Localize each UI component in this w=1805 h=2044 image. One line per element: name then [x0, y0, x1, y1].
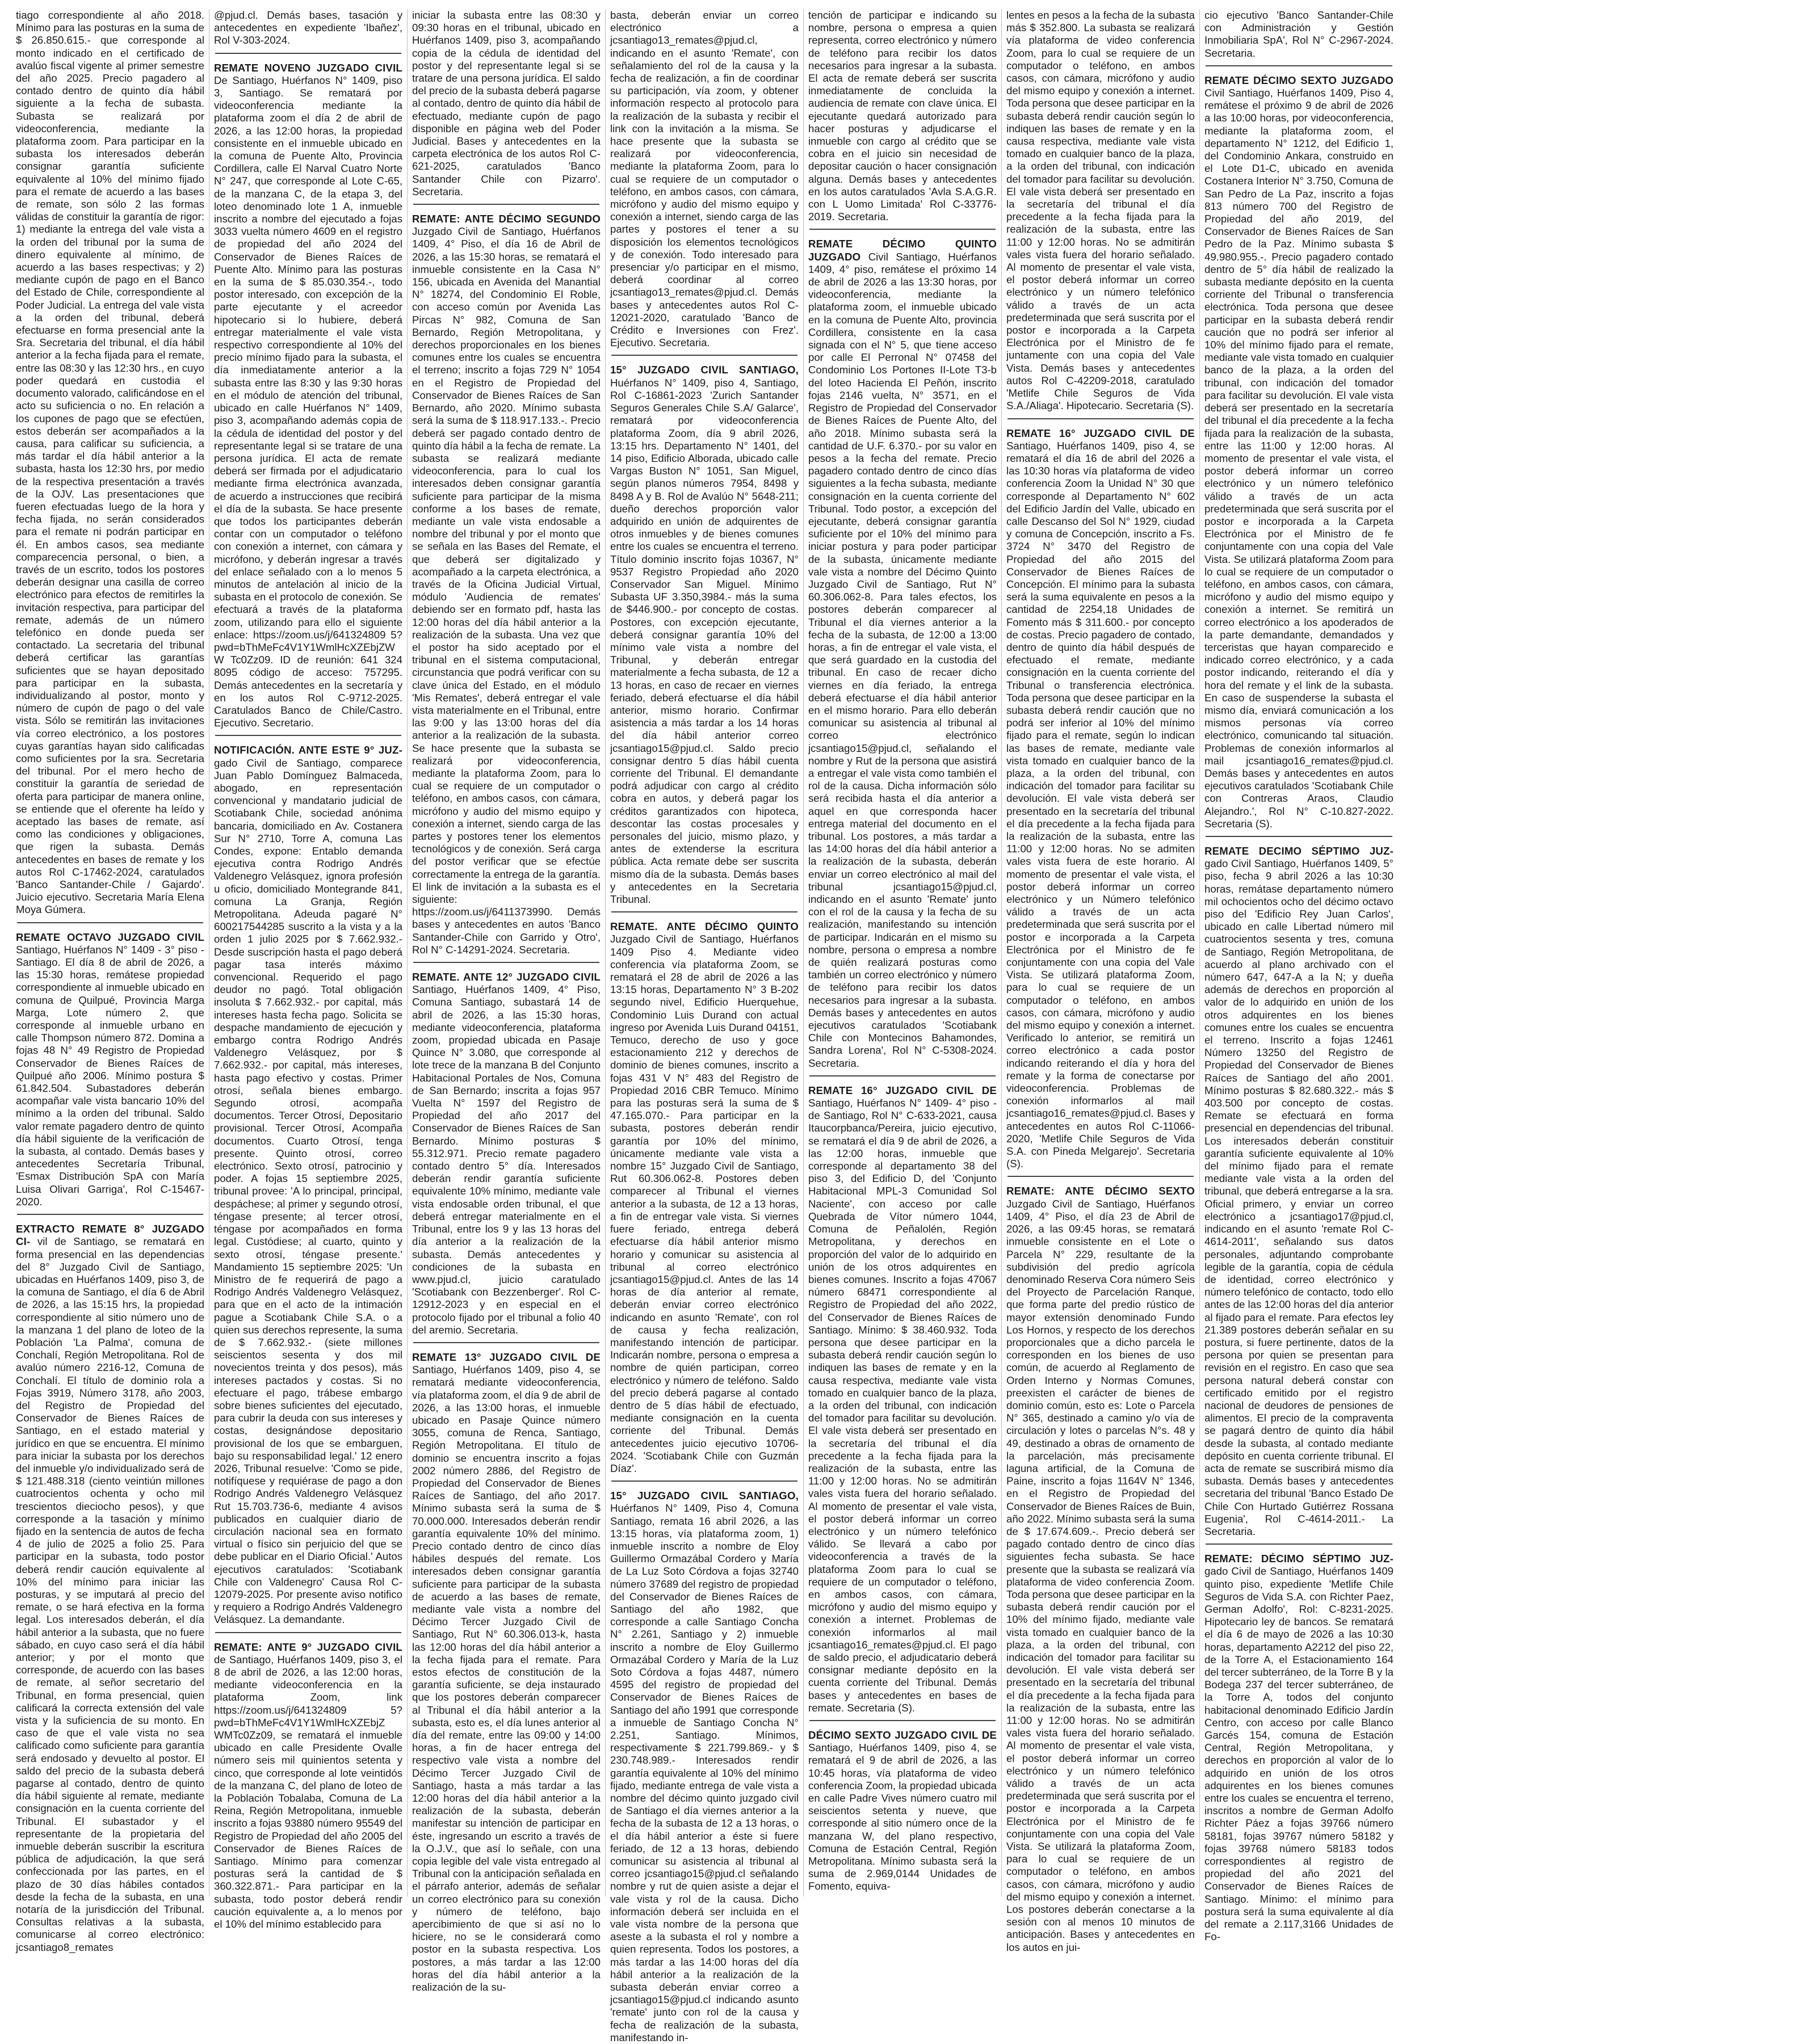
legal-notice	[808, 238, 997, 1069]
notice-divider	[611, 911, 797, 912]
notice-title: EXTRACTO REMATE 8° JUZGADO CI-	[16, 1223, 204, 1248]
notice-body: Santiago, Huérfanos N° 1409- 4° piso - de Santiago, Rol N° C-633-2021, causa Itaucorpbanca/Pereira, juicio ejecutivo, se rematará el día 9 de abril de 2026, a las 12:00 horas, inmueble que corresponde al departamento 38 del piso 3, del Edificio D, del 'Conjunto Habitacional MPL-3 Comunidad Sol Naciente', con acceso por calle Quebrada de Vítor número 1044, Comuna de Peñalolén, Región Metropolitana, y derechos en proporción del valor de lo adquirido en unión de los otros adquirentes en bienes comunes. Inscrito a fojas 47067 número 68471 correspondiente al Registro de Propiedad del año 2022, del Conservador de Bienes Raíces de Santiago. Mínimo: $ 38.460.932. Toda persona que desee participar en la subasta deberá rendir caución según lo indiquen las bases de remate y en la causa respectiva, mediante vale vista tomado en cualquier banco de la plaza, a la orden del tribunal, con indicación del tomador para facilitar su devolución. El vale vista deberá ser presentado en la secretaría del tribunal el día precedente a la fecha fijada para la realización de la subasta, entre las 11:00 y 12:00 horas. No se admitirán vales vista fuera del horario señalado. Al momento de presentar el vale vista, el postor deberá informar un correo electrónico y un número telefónico válido. Se llevará a cabo por videoconferencia a través de la plataforma Zoom para lo cual se requiere de un computador o teléfono, en ambos casos, con cámara, micrófono y audio del mismo equipo y conexión a internet. Problemas de conexión informarlos al mail jcsantiago16_remates@pjud.cl. El pago de saldo precio, el adjudicatario deberá consignar mediante depósito en la cuenta corriente del Tribunal. Demás bases y antecedentes en bases de remate. Secretaria (S).	[808, 1097, 997, 1714]
notice-divider	[1008, 1176, 1194, 1177]
legal-notice	[1204, 9, 1393, 60]
legal-notice	[808, 1084, 997, 1714]
notice-body: Huérfanos N° 1409, Piso 4, Comuna Santiago, remata 16 abril 2026, a las 13:15 horas, vía plataforma zoom, 1) inmueble inscrito a nombre de Eloy Guillermo Ormazábal Cordero y María de La Luz Soto Córdova a fojas 32740 número 37689 del registro de propiedad del Conservador de Bienes Raíces de Santiago del año 1982, que corresponde a calle Santiago Concha N° 2.261, Santiago y 2) inmueble inscrito a nombre de Eloy Guillermo Ormazábal Cordero y María de la Luz Soto Córdova a fojas 4487, número 4595 del registro de propiedad del Conservador de Bienes Raíces de Santiago del año 1991 que corresponde a inmueble de Santiago Concha N° 2.251, Santiago. Mínimos, respectivamente $ 221.799.869.- y $ 230.748.989.- Interesados rendir garantía equivalente al 10% del mínimo fijado, mediante entrega de vale vista a nombre del décimo quinto juzgado civil de Santiago el día viernes anterior a la fecha de la subasta de 12 a 13 horas, o el día hábil anterior a éste si fuere feriado, de 12 a 13 horas, debiendo comunicar su asistencia al tribunal al correo jcsantiago15@pjud.cl señalando nombre y rut de quien asiste a dejar el vale vista y rol de la causa. Dicho información deberá ser incluida en el vale vista nombre de la persona que aseste a la subasta el rol y nombre a quien representa. Todos los postores, a más tardar a las 14:00 horas del día hábil anterior a la realización de la subasta deberán enviar correo a jcsantiago15@pjud.cl indicando asunto 'remate' junto con rol de la causa y fecha de realización de la subasta, manifestando in-	[610, 1502, 799, 2043]
notice-title: REMATE: DÉCIMO SÉPTIMO JUZ-	[1204, 1553, 1393, 1565]
notice-body: Santiago, Huérfanos 1409, piso 4, se rematará mediante videoconferencia, vía plataforma zoom, el día 9 de abril de 2026, a las 13:00 horas, el inmueble ubicado en Pasaje Quince número 3055, comuna de Renca, Santiago, Región Metropolitana. El título de dominio se encuentra inscrito a fojas 2002 número 2886, del Registro de Propiedad del Conservador de Bienes Raíces de Santiago, del año 2017. Mínimo subasta será la suma de $ 70.000.000. Interesados deberán rendir garantía equivalente 10% del mínimo. Precio contado dentro de cinco días hábiles después del remate. Los interesados deben consignar garantía suficiente para participar de la subasta de acuerdo a las bases de remate, mediante vale vista a nombre del Décimo Tercer Juzgado Civil de Santiago, Rut N° 60.306.013-k, hasta las 12:00 horas del día hábil anterior a la fecha fijada para el remate. Para estos efectos de constitución de la garantía suficiente, se deja instaurado que los postores deberán comparecer al Tribunal el día hábil anterior a la subasta, esto es, el día lunes anterior al día del remate, entre las 09:00 y 14:00 horas, a fin de hacer entrega del respectivo vale vista a nombre del Décimo Tercer Juzgado Civil de Santiago, hasta a más tardar a las 12:00 horas del día hábil anterior a la realización de la subasta, deberán manifestar su intención de participar en éste, ingresando un escrito a través de la O.J.V., que así lo señale, con una copia legible del vale vista entregado al Tribunal con la anticipación señalada en el párrafo anterior, además de señalar un correo electrónico para su conexión y número de teléfono, bajo apercibimiento de que si así no lo hiciere, no se le considerará como postor en la subasta respectiva. Los postores, a más tardar a las 12:00 horas del día hábil anterior a la realización de la su-	[412, 1364, 601, 1993]
legal-notice	[214, 9, 402, 47]
legal-notice	[214, 744, 402, 1626]
legal-notice	[16, 931, 204, 1208]
legal-notice	[610, 9, 799, 349]
notice-divider	[809, 1075, 996, 1076]
notice-body: Civil Santiago, Huérfanos 1409, 4° piso, remátese el próximo 14 de abril de 2026 a las 13:30 horas, por videoconferencia, mediante la plataforma zoom, el inmueble ubicado en la comuna de Puente Alto, provincia Cordillera, consistente en la casa signada con el N° 5, que tiene acceso por calle El Perronal N° 07458 del Condominio Los Portones II-Lote T3-b del loteo Hacienda El Peñón, inscrito fojas 2146 vuelta, N° 3571, en el Registro de Propiedad del Conservador de Bienes Raíces de Puente Alto, del año 2018. Mínimo subasta será la cantidad de U.F. 6.370.- por su valor en pesos a la fecha del remate. Precio pagadero contado dentro de cinco días siguientes a la fecha subasta, mediante consignación en la cuenta corriente del Tribunal. Todo postor, a excepción del ejecutante, deberá consignar garantía suficiente por el 10% del mínimo para iniciar postura y para poder participar de la subasta, únicamente mediante vale vista a nombre del Décimo Quinto Juzgado Civil de Santiago, Rut N° 60.306.062-8. Para tales efectos, los postores deberán comparecer al Tribunal el día viernes anterior a la fecha de la subasta, de 12:00 a 13:00 horas, a fin de entregar el vale vista, el que será guardado en la custodia del tribunal. En caso de recaer dicho viernes en día feriado, la entrega deberá efectuarse el día hábil anterior en el mismo horario. Para ello deberán comunicar su asistencia al tribunal al correo electrónico jcsantiago15@pjud.cl, señalando el nombre y Rut de la persona que asistirá a entregar el vale vista como también el rol de la causa. Dicha información sólo será recibida hasta el día anterior a aquel en que corresponda hacer entrega material del documento en el tribunal. Los postores, a más tardar a las 14:00 horas del día hábil anterior a la realización de la subasta, deberán enviar un correo electrónico al mail del tribunal jcsantiago15@pjud.cl, indicando en el asunto 'Remate' junto con el rol de la causa y la fecha de su realización, manifestando su intención de participar. Indicarán en el mismo su nombre, persona o empresa a nombre de quién realizará posturas como también un correo electrónico y número de teléfono para recibir los datos necesarios para ingresar a la subasta. Demás bases y antecedentes en autos ejecutivos caratulados 'Scotiabank Chile con Montecinos Bahamondes, Sandra Lorena', Rol N° C-5308-2024. Secretaria.	[808, 250, 997, 1069]
notice-title: REMATE 13° JUZGADO CIVIL DE	[412, 1351, 601, 1363]
notice-title: REMATE 16° JUZGADO CIVIL DE	[808, 1084, 997, 1096]
notice-body: de Santiago, Huérfanos 1409, piso 3, el 8 de abril de 2026, a las 12:00 horas, mediante videoconferencia en la plataforma Zoom, link https://zoom.us/j/641324809 5?pwd=bThMeFc4V1Y1WmlHcXZEbjZ WMTc0Zz09, se rematará el inmueble ubicado en calle Presidente Ovalle número seis mil quinientos setenta y cinco, que corresponde al lote veintidós de la manzana C, del plano de loteo de la Población Tobalaba, Comuna de La Reina, Región Metropolitana, inmueble inscrito a fojas 93880 número 95549 del Registro de Propiedad del año 2005 del Conservador de Bienes Raíces de Santiago. Mínimo para comenzar posturas será la cantidad de $ 360.322.871.- Para participar en la subasta, todo postor deberá rendir caución equivalente a, a lo menos por el 10% del mínimo establecido para	[214, 1653, 402, 1931]
notice-title: REMATE: ANTE 9° JUZGADO CIVIL	[214, 1641, 402, 1653]
legal-notice	[1204, 1553, 1393, 1943]
notice-title: REMATE DECIMO SÉPTIMO JUZ-	[1204, 845, 1393, 857]
notice-divider	[809, 1720, 996, 1721]
notice-divider	[413, 204, 599, 205]
notice-body: Juzgado Civil de Santiago, Huérfanos 1409, 4° Piso, el día 16 de Abril de 2026, a las 15:30 horas, se rematará el inmueble consistente en la Casa N° 156, ubicada en Avenida del Manantial N° 18274, del Condominio El Roble, con acceso común por Avenida Las Pircas N° 982, Comuna de San Bernardo, Región Metropolitana, y derechos proporcionales en los bienes comunes entre los cuales se encuentra el terreno; inscrito a fojas 729 N° 1054 en el Registro de Propiedad del Conservador de Bienes Raíces de San Bernardo, año 2020. Mínimo subasta será la suma de $ 118.917.133.-. Precio deberá ser pagado contado dentro de quinto día hábil a la fecha de remate. La subasta se realizará mediante videoconferencia, para lo cual los interesados deben consignar garantía suficiente para participar de la misma conforme a los bases de remate, mediante un vale vista endosable a nombre del tribunal y por el monto que se señala en las Bases del Remate, el que deberá ser digitalizado y acompañado a la carpeta electrónica, a través de la Oficina Judicial Virtual, módulo 'Audiencia de remates' debiendo ser en formato pdf, hasta las 12:00 horas del día hábil anterior a la realización de la subasta. Una vez que el postor ha sido aceptado por el tribunal en el sistema computacional, circunstancia que podrá verificar con su clave única del Estado, en el módulo 'Mis Remates', deberá entregar el vale vista materialmente en el Tribunal, entre las 9:00 y las 13:00 horas del día anterior a la realización de la subasta. Se hace presente que la subasta se realizará por videoconferencia, mediante la plataforma Zoom, para lo cual se requiere de un computador o teléfono, en ambos casos, con cámara, micrófono y audio del mismo equipo y conexión a internet, siendo carga de las partes y postores tener los elementos tecnológicos y de conexión. Será carga del postor verificar que se efectúe correctamente la entrega de la garantía. El link de invitación a la subasta es el siguiente: https://zoom.us/j/6411373990. Demás bases y antecedentes en autos 'Banco Santander-Chile con Garrido y Otro', Rol N° C-14291-2024. Secretaria.	[412, 225, 601, 956]
notice-title: DÉCIMO SEXTO JUZGADO CIVIL DE	[808, 1729, 997, 1742]
notice-body: Santiago, Huérfanos N° 1409 - 3° piso - Santiago. El día 8 de abril de 2026, a las 15:30 horas, remátese propiedad correspondiente al inmueble ubicado en comuna de Quilpué, Provincia Marga Marga, Lote número 2, que corresponde al inmueble urbano en calle Thompson número 872. Domina a fojas 48 N° 49 Registro de Propiedad Conservador de Bienes Raíces de Quilpué año 2006. Mínimo postura $ 61.842.504. Subastadores deberán acompañar vale vista bancario 10% del mínimo a la orden del tribunal. Saldo valor remate pagadero dentro de quinto día hábil siguiente de la verificación de la subasta, al contado. Demás bases y antecedentes Secretaría Tribunal, 'Esmax Distribución SpA con María Luisa Olivari Garriga', Rol C-15467-2020.	[16, 943, 204, 1208]
notice-title: REMATE: ANTE DÉCIMO SEXTO	[1006, 1185, 1195, 1197]
legal-notice	[412, 1351, 601, 1993]
notice-divider	[809, 229, 996, 230]
notice-body: Santiago, Huérfanos 1409, piso 4, se rematará el día 16 de abril del 2026 a las 10:30 horas vía plataforma de video conferencia Zoom la Unidad N° 30 que corresponde al Departamento N° 602 del Edificio Jardín del Valle, ubicado en calle Descanso del Sol N° 1929, ciudad y comuna de Concepción, inscrito a Fs. 3724 N° 3470 del Registro de Propiedad del año 2015 del Conservador de Bienes Raíces de Concepción. El mínimo para la subasta será la suma equivalente en pesos a la cantidad de 2254,18 Unidades de Fomento más $ 311.600.- por concepto de costas. Precio pagadero de contado, dentro de quinto día hábil después de efectuado el remate, mediante consignación en la cuenta corriente del Tribunal o transferencia electrónica. Toda persona que desee participar en la subasta deberá rendir caución que no podrá ser inferior al 10% del mínimo fijado para el remate, según lo indican las bases de remate, mediante vale vista tomado en cualquier banco de la plaza, a la orden del tribunal, con indicación del tomador para facilitar su devolución. El vale vista deberá ser presentado en la secretaría del tribunal el día precedente a la fecha fijada para la realización de la subasta, entre las 11:00 y 12:00 horas. No se admiten vales vista fuera de este horario. Al momento de presentar el vale vista, el postor deberá informar un correo electrónico y un Número telefónico válido a través de un acta predeterminada que será suscrita por el postor e incorporada a la Carpeta Electrónica por el Ministro de fe conjuntamente con una copia del Vale Vista. Se utilizará plataforma Zoom, para lo cual se requiere de un computador o teléfono, en ambos casos, con cámara, micrófono y audio del mismo equipo y conexión a internet. Verificado lo anterior, se remitirá un correo electrónico a cada postor indicando reiterando el día y hora del remate y la forma de conectarse por videoconferencia. Problemas de conexión informarlos al mail jcsantiago16_remates@pjud.cl. Bases y antecedentes en autos Rol C-11066-2020, 'Metlife Chile Seguros de Vida S.A. con Pineda Melgarejo'. Secretaria (S).	[1006, 439, 1195, 1170]
notice-title: REMATE 16° JUZGADO CIVIL DE	[1006, 427, 1195, 439]
notice-body: tiago correspondiente al año 2018. Mínimo para las posturas en la suma de $ 26.850.615.- que corresponde al monto indicado en el certificado de avalúo fiscal vigente al primer semestre del año 2025. Precio pagadero al contado dentro de quinto día hábil siguiente a la fecha de subasta. Subasta se realizará por videoconferencia, mediante la plataforma zoom. Para participar en la subasta los interesados deberán consignar garantía suficiente equivalente al 10% del mínimo fijado para el remate de acuerdo a las bases de remate, son sólo 2 las formas válidas de constituir la garantía de rigor: 1) mediante la entrega del vale vista a la orden del tribunal por la suma de dinero equivalente al mínimo, de acuerdo a las bases respectivas; y 2) mediante cupón de pago en el Banco del Estado de Chile, correspondiente al Poder Judicial. La entrega del vale vista a la orden del tribunal, deberá efectuarse en forma presencial ante la Sra. Secretaria del tribunal, el día hábil anterior a la fecha fijada para el remate, entre las 08:30 y las 12:30 hrs., en cuyo poder quedará en custodia el documento valorado, calificándose en el acto su suficiencia o no. En relación a los cupones de pago que se efectúen, estos deberán ser acompañados a la causa, para calificar su suficiencia, a más tardar el día hábil anterior a la subasta, hasta los 12:30 hrs, por medio de la respectiva presentación a través de la OJV. Las presentaciones que fueren efectuadas luego de la hora y fecha fijada, no serán considerados para el remate ni podrán participar en él. En ambos casos, sea mediante comparecencia personal, o bien, a través de un escrito, todos los postores deberán designar una casilla de correo electrónico para efectos de remitirles la invitación respectiva, para participar del remate, además de un número telefónico en donde pueda ser contactado. La secretaria del tribunal deberá certificar las garantías suficientes que se hayan depositado para participar en la subasta, individualizando al postor, monto y número de cupón de pago o del vale vista. Sólo se remitirán las invitaciones vía correo electrónico, a los postores cuyas garantías hayan sido calificadas como suficientes por la sra. Secretaria del tribunal. Por el mero hecho de constituir la garantía de seriedad de oferta para participar de manera online, se entiende que el oferente ha leído y aceptado las bases de remate, así como las condiciones y obligaciones, que rigen la subasta. Demás antecedentes en bases de remate y los autos Rol C-17462-2024, caratulados 'Banco Santander-Chile / Gajardo'. Juicio ejecutivo. Secretaria María Elena Moya Gúmera.	[16, 9, 204, 916]
column-7	[1200, 9, 1398, 1943]
legal-notice	[1204, 74, 1393, 830]
notice-body: vil de Santiago, se rematará en forma presencial en las dependencias del 8° Juzgado Civil de Santiago, ubicadas en Huérfanos 1409, piso 3, de la comuna de Santiago, el día 6 de Abril de 2026, a las 15:15 hrs, la propiedad correspondiente al sitio número uno de la manzana 1 del plano de loteo de la Población 'La Palma', comuna de Conchalí, Región Metropolitana. Rol de avalúo número 2216-12, Comuna de Conchalí. El título de dominio rola a Fojas 3919, Número 3178, año 2003, del Registro de Propiedad del Conservador de Bienes Raíces de Santiago, en el estado material y jurídico en que se encuentra. El mínimo para iniciar la subasta por los derechos del inmueble y/o individualizado será de $ 121.488.318 (ciento veintiún millones cuatrocientos ochenta y ocho mil trescientos dieciocho pesos), y que corresponde a la tasación y mínimo fijado en la sentencia de autos de fecha 4 de julio de 2025 a folio 25. Para participar en la subasta, todo postor deberá rendir caución equivalente al 10% del mínimo para iniciar las posturas, y se imputará al precio del remate, o se hará efectiva en la forma legal. Los interesados deberán, el día hábil anterior a la subasta, que no fuere sábado, en cuyo caso será el día hábil anterior; y por el monto que corresponde, de acuerdo con las bases de remate, al señor secretario del Tribunal, en forma presencial, quien calificará la correcta extensión del vale vista y la suficiencia de su monto. En caso de que el vale vista no sea calificado como suficiente para garantía será endosado y devuelto al postor. El saldo del precio de la subasta deberá pagarse al contado, dentro de quinto día hábil siguiente al remate, mediante consignación en la cuenta corriente del Tribunal. El subastador y el representante de la propietaria del inmueble deberán suscribir la escritura pública de adjudicación, la que será confeccionada por las partes, en el plazo de 30 días hábiles contados desde la fecha de la subasta, en una notaría de la jurisdicción del Tribunal. Consultas relativas a la subasta, comunicarse al correo electrónico: jcsantiago8_remates	[16, 1235, 204, 1953]
notice-body: Huérfanos N° 1409, piso 4, Santiago, Rol C-16861-2023 'Zurich Santander Seguros Generales Chile S.A/ Galarce', rematará por videoconferencia plataforma Zoom, día 9 abril 2026, 13:15 hrs. Departamento N° 1401, del 14 piso, Edificio Alborada, ubicado calle Vargas Buston N° 1051, San Miguel, según planos números 7954, 8498 y 8498 A y B. Rol de Avalúo N° 5648-211; dueño derechos proporción valor adquirido en unión de adquirentes de otros inmuebles y de bienes comunes entre los cuales se encuentra el terreno. Título dominio inscrito fojas 10367, N° 9537 Registro Propiedad año 2020 Conservador San Miguel. Mínimo Subasta UF 3.350,3984.- más la suma de $446.900.- por concepto de costas. Postores, con excepción ejecutante, deberá consignar garantía 10% del mínimo vale vista a nombre del Tribunal, y deberán entregar materialmente a fecha subasta, de 12 a 13 horas, en caso de recaer en viernes feriado, deberá efectuarse el día hábil anterior, mismo horario. Confirmar asistencia a más tardar a los 14 horas del día hábil anterior correo jcsantiago15@pjud.cl. Saldo precio consignar dentro 5 días hábil cuenta corriente del Tribunal. El demandante podrá adjudicar con cargo al crédito cobra en autos, y deberá pagar los créditos garantizados con hipoteca, descontar las costas procesales y personales del juicio, mismo plazo, y antes de extenderse la escritura pública. Acta remate debe ser suscrita mismo día de la subasta. Demás bases y antecedentes en la Secretaria Tribunal.	[610, 376, 799, 906]
notice-body: iniciar la subasta entre las 08:30 y 09:30 horas en el tribunal, ubicado en Huérfanos 1409, piso 3, acompañando copia de la cédula de identidad del postor y del representante legal si se tratare de una persona jurídica. El saldo del precio de la subasta deberá pagarse al contado, dentro de quinto día hábil de efectuado, mediante cupón de pago disponible en página web del Poder Judicial. Bases y antecedentes en la carpeta electrónica de los autos Rol C-621-2025, caratulados 'Banco Santander Chile con Pizarro'. Secretaria.	[412, 9, 601, 197]
column-5	[804, 9, 1002, 1896]
notice-divider	[611, 1481, 797, 1482]
notice-title: REMATE. ANTE DÉCIMO QUINTO	[610, 920, 799, 933]
notice-divider	[413, 1342, 599, 1343]
notice-body: De Santiago, Huérfanos N° 1409, piso 3, Santiago. Se rematará por videoconferencia mediante la plataforma zoom el día 2 de abril de 2026, a las 12:00 horas, la propiedad consistente en el inmueble ubicado en la comuna de Puente Alto, Provincia Cordillera, calle El Narval Cuatro Norte N° 247, que corresponde al Lote C-65, de la manzana C, de la etapa 3, del loteo denominado lote 1 A, inmueble inscrito a nombre del ejecutado a fojas 3033 vuelta número 4609 en el registro de propiedad del año 2024 del Conservador de Bienes Raíces de Puente Alto. Mínimo para las posturas en la suma de $ 85.030.354.-, todo postor interesado, con excepción de la parte ejecutante y el acreedor hipotecario si lo hubiere, deberá entregar materialmente el vale vista respectivo correspondiente al 10% del precio mínimo fijado para la subasta, el día inmediatamente anterior a la subasta entre las 8:30 y las 9:30 horas en el módulo de atención del tribunal, ubicado en calle Huérfanos N° 1409, piso 3, acompañando además copia de la cédula de identidad del postor y del representante legal si se tratare de una persona jurídica. El acta de remate deberá ser firmada por el adjudicatario mediante firma electrónica avanzada, de acuerdo a instrucciones que recibirá el día de la subasta. Se hace presente que todos los participantes deberán contar con un computador o teléfono con conexión a internet, con cámara y micrófono, y deberán ingresar a través del enlace señalado con a lo menos 5 minutos de antelación al inicio de la subasta en el protocolo de conexión. Se efectuará a través de la plataforma zoom, utilizando para ello el siguiente enlace: https://zoom.us/j/641324809 5?pwd=bThMeFc4V1Y1WmlHcXZEbjZWW Tc0Zz09. ID de reunión: 641 324 8095 código de acceso: 757295. Demás antecedentes en la secretaría y en los autos Rol C-9712-2025. Caratulados Banco de Chile/Castro. Ejecutivo. Secretario.	[214, 74, 402, 729]
notice-title: NOTIFICACIÓN. ANTE ESTE 9° JUZ-	[214, 744, 402, 756]
notice-body: lentes en pesos a la fecha de la subasta más $ 352.800. La subasta se realizará vía plataforma de video conferencia Zoom, para lo cual se requiere de un computador o teléfono, en ambos casos, con cámara, micrófono y audio del mismo equipo y conexión a internet. Toda persona que desee participar en la subasta deberá rendir caución según lo indiquen las bases de remate y en la causa respectiva, mediante vale vista tomado en cualquier banco de la plaza, a la orden del tribunal, con indicación del tomador para facilitar su devolución. El vale vista deberá ser presentado en la secretaría del tribunal el día precedente a la fecha fijada para la realización de la subasta, entre las 11:00 y 12:00 horas. No se admitirán vales vista fuera del horario señalado. Al momento de presentar el vale vista, el postor deberá informar un correo electrónico y un número telefónico válido a través de un acta predeterminada que será suscrita por el postor e incorporada a la Carpeta Electrónica por el Ministro de fe juntamente con una copia del Vale Vista. Demás bases y antecedentes autos Rol C-42209-2018, caratulado 'Metlife Chile Seguros de Vida S.A./Aliaga'. Hipotecario. Secretaria (S).	[1006, 9, 1195, 412]
notice-body: Juzgado Civil de Santiago, Huérfanos 1409 Piso 4. Mediante video conferencia vía plataforma Zoom, se rematará el 28 de abril de 2026 a las 13:15 horas, Departamento N° 3 B-202 segundo nivel, Edificio Huerquehue, Condominio Luis Durand con actual ingreso por Avenida Luis Durand 04151, Temuco, derecho de uso y goce estacionamiento 212 y derechos de dominio de bienes comunes, inscrito a fojas 431 V N° 483 del Registro de Propiedad 2016 CBR Temuco. Mínimo para las posturas será la suma de $ 47.165.070.- Para participar en la subasta, postores deberán rendir garantía por 10% del mínimo, únicamente mediante vale vista a nombre 15° Juzgado Civil de Santiago, Rut 60.306.062-8. Postores deben comparecer al Tribunal el viernes anterior a la subasta, de 12 a 13 horas, a fin de entregar vale vista. Si viernes fuere feriado, entrega deberá efectuarse día hábil anterior mismo horario y comunicar su asistencia al tribunal al correo electrónico jcsantiago15@pjud.cl. Antes de las 14 horas de día anterior al remate, deberán enviar correo electrónico indicando en asunto 'Remate', con rol de causa y fecha realización, manifestando intención de participar. Indicarán nombre, persona o empresa a nombre de quién participan, correo electrónico y número de teléfono. Saldo del precio deberá pagarse al contado dentro de 5 días hábil de efectuado, mediante consignación en la cuenta corriente del Tribunal. Demás antecedentes juicio ejecutivo 10706-2024. 'Scotiabank Chile con Guzmán Díaz'.	[610, 933, 799, 1474]
legal-notice	[16, 1223, 204, 1954]
notice-divider	[1206, 836, 1392, 837]
legal-notice	[1006, 427, 1195, 1171]
notice-divider	[413, 962, 599, 963]
notice-title: REMATE: ANTE DÉCIMO SEGUNDO	[412, 213, 601, 225]
notice-title: 15° JUZGADO CIVIL SANTIAGO,	[610, 364, 799, 376]
notice-body: gado Civil de Santiago, Huérfanos 1409 quinto piso, expediente 'Metlife Chile Seguros de Vida S.A. con Richter Paez, German Adolfo', Rol: C-8231-2025. Hipotecario ley de bancos. Se rematará el día 6 de mayo de 2026 a las 10:30 horas, departamento A2212 del piso 22, de la Torre A, el Estacionamiento 164 del tercer subterráneo, de la Torre B y la Bodega 237 del tercer subterráneo, de la Torre A, todos del conjunto habitacional denominado Edificio Jardín Centro, con acceso por calle Blanco Garcés 154, comuna de Estación Central, Región Metropolitana, y derechos en proporción al valor de lo adquirido en unión de los otros adquirentes en los bienes comunes entre los cuales se encuentra el terreno, inscritos a nombre de German Adolfo Richter Páez a fojas 39766 número 58181, fojas 39767 número 58182 y fojas 39768 número 58183 todos correspondientes al registro de propiedad del año 2021 del Conservador de Bienes Raíces de Santiago. Mínimo: el mínimo para postura será la suma equivalente al día del remate a 2.117,3166 Unidades de Fo-	[1204, 1565, 1393, 1943]
legal-notice	[1006, 1185, 1195, 1953]
notice-divider	[215, 1632, 401, 1633]
legal-notice	[214, 62, 402, 730]
notice-body: gado Civil de Santiago, comparece Juan Pablo Domínguez Balmaceda, abogado, en representación convencional y mandatario judicial de Scotiabank Chile, sociedad anónima bancaria, domiciliado en Av. Costanera Sur N° 2710, Torre A, comuna Las Condes, expone: Entablo demanda ejecutiva contra Rodrigo Andrés Valdenegro Velásquez, ignora profesión u oficio, domiciliado Montegrande 841, comuna La Granja, Región Metropolitana. Adeuda pagaré N° 600217544285 suscrito a la vista y a la orden 1 julio 2025 por $ 7.662.932.- Desde suscripción hasta el pago deberá pagar tasa interés máximo convencional. Requerido el pago deudor no pagó. Total obligación insoluta $ 7.662.932.- por capital, más intereses hasta fecha pago. Solicita se despache mandamiento de ejecución y embargo contra Rodrigo Andrés Valdenegro Velásquez, por $ 7.662.932.- por capital, más intereses, hasta pago efectivo y costas. Primer otrosí, señala bienes embargo. Segundo otrosí, acompaña documentos. Tercer Otrosí, Depositario provisional. Tercer Otrosí, Acompaña documentos. Cuarto Otrosí, tenga presente. Quinto otrosí, correo electrónico. Sexto otrosí, patrocinio y poder. A fojas 15 septiembre 2025, tribunal provee: 'A lo principal, principal, despáchese; al primer y segundo otrosí, téngase presente; al tercer otrosí, téngase por acompañados en forma legal. Custódiese; al cuarto, quinto y sexto otrosí, téngase presente.' Mandamiento 15 septiembre 2025: 'Un Ministro de fe requerirá de pago a Rodrigo Andrés Valdenegro Velásquez, para que en el acto de la intimación pague a Scotiabank Chile S.A. o a quien sus derechos represente, la suma de $ 7.662.932.- (siete millones seiscientos sesenta y dos mil novecientos treinta y dos pesos), más intereses pactados y costas. Si no efectuare el pago, trábese embargo sobre bienes suficientes del ejecutado, para cubrir la deuda con sus intereses y costas, designándose depositario provisional de los que se embarguen, bajo su responsabilidad legal.' 12 enero 2026, Tribunal resuelve: 'Como se pide, notifíquese y requiérase de pago a don Rodrigo Andrés Valdenegro Velásquez Rut 15.703.736-6, mediante 4 avisos publicados en cualquier diario de circulación nacional sea en formato virtual o físico sin perjuicio del que se debe publicar en el Diario Oficial.' Autos ejecutivos caratulados: 'Scotiabank Chile con Valdenegro' Causa Rol C-12079-2025. Por presente aviso notifico y requiero a Rodrigo Andrés Valdenegro Velásquez. La demandante.	[214, 756, 402, 1626]
notice-title: 15° JUZGADO CIVIL SANTIAGO,	[610, 1490, 799, 1502]
column-6	[1002, 9, 1200, 1953]
notice-title: REMATE DÉCIMO QUINTO JUZGADO	[808, 238, 997, 263]
notice-divider	[17, 1214, 203, 1215]
legal-notice	[808, 9, 997, 223]
notice-title: REMATE. ANTE 12° JUZGADO CIVIL	[412, 971, 601, 983]
legal-notice	[412, 971, 601, 1336]
notice-title: REMATE NOVENO JUZGADO CIVIL	[214, 61, 402, 74]
notice-divider	[1206, 1543, 1392, 1545]
notice-divider	[1008, 418, 1194, 419]
legal-notice	[610, 920, 799, 1475]
notice-divider	[17, 922, 203, 923]
notice-body: tención de participar e indicando su nombre, persona o empresa a quien representa, correo electrónico y número de teléfono para recibir los datos necesarios para ingresar a la subasta. El acta de remate deberá ser suscrita inmediatamente de concluida la audiencia de remate con clave única. El ejecutante quedará autorizado para hacer posturas y adjudicarse el inmueble con cargo al crédito que se cobra en el juicio sin necesidad de depositar caución o hacer consignación alguna. Demás bases y antecedentes en los autos caratulados 'Avla S.A.G.R. con L Uomo Limitada' Rol C-33776-2019. Secretaria.	[808, 9, 997, 223]
legal-notice	[16, 9, 204, 916]
legal-notice	[610, 1490, 799, 2044]
notice-body: Civil Santiago, Huérfanos 1409, Piso 4, remátese el próximo 9 de abril de 2026 a las 10:00 horas, por videoconferencia, mediante la plataforma zoom, el departamento N° 1212, del Edificio 1, del Condominio Ankara, construido en el Lote D1-C, ubicado en avenida Costanera Interior N° 3.750, Comuna de San Pedro de La Paz, inscrito a fojas 813 número 700 del Registro de Propiedad del año 2019, del Conservador de Bienes Raíces de San Pedro de la Paz. Mínimo subasta $ 49.980.955.-. Precio pagadero contado dentro de 5° día hábil de realizado la subasta mediante depósito en la cuenta corriente del Tribunal o transferencia electrónica. Toda persona que desee participar en la subasta deberá rendir caución que no podrá ser inferior al 10% del mínimo fijado para el remate, mediante vale vista tomado en cualquier banco de la plaza, a la orden del tribunal, con indicación del tomador para facilitar su devolución. El vale vista deberá ser presentado en la secretaría del tribunal el día precedente a la fecha fijada para la realización de la subasta, entre las 11:00 y 12:00 horas. Al momento de presentar el vale vista, el postor deberá informar un correo electrónico y un número telefónico válido a través de un acta predeterminada que será suscrita por el postor e incorporada a la Carpeta Electrónica por el Ministro de fe conjuntamente con una copia del Vale Vista. Se utilizará plataforma Zoom para lo cual se requiere de un computador o teléfono, en ambos casos, con cámara, micrófono y audio del mismo equipo y conexión a internet. Se remitirá un correo electrónico a los apoderados de la parte demandante, demandados y terceristas que hayan comparecido e indicado correo electrónico, y a cada postor indicando, reiterando el día y hora del remate y el link de la subasta. En caso de suspenderse la subasta el mismo día, enviará comunicación a los mismos personas vía correo electrónico, comunicando tal situación. Problemas de conexión informarlos al mail jcsantiago16_remates@pjud.cl. Demás bases y antecedentes en autos ejecutivos caratulados 'Scotiabank Chile con Contreras Araos, Claudio Alejandro.', Rol N° C-10.827-2022. Secretaria (S).	[1204, 87, 1394, 830]
legal-notice	[1006, 9, 1195, 413]
notice-divider	[611, 355, 797, 356]
column-2	[209, 9, 408, 1931]
notice-divider	[215, 735, 401, 736]
notice-divider	[215, 53, 401, 54]
column-1	[11, 9, 209, 1953]
notice-divider	[1206, 65, 1392, 66]
legal-notice	[808, 1729, 997, 1893]
notice-body: Santiago, Huérfanos 1409, 4° Piso, Comuna Santiago, subastará 14 de abril de 2026, a las 15:30 horas, mediante videoconferencia, plataforma zoom, propiedad ubicada en Pasaje Quince N° 3.080, que corresponde al lote trece de la manzana B del Conjunto Habitacional Portales de Nos, Comuna de San Bernardo; inscrita a fojas 957 Vuelta N° 1597 del Registro de Propiedad del año 2017 del Conservador de Bienes Raíces de San Bernardo. Mínimo posturas $ 55.312.971. Precio remate pagadero contado dentro 5° día. Interesados deberán rendir garantía suficiente equivalente 10% mínimo, mediante vale vista endosable orden tribunal, el que deberá entregar materialmente en el Tribunal, entre los 9 y las 13 horas del día anterior a la realización de la subasta. Demás antecedentes y condiciones de la subasta en www.pjud.cl, juicio caratulado 'Scotiabank con Bezzenberger'. Rol C-12912-2023 y en especial en el protocolo fijado por el tribunal a folio 40 del aremio. Secretaria.	[412, 983, 601, 1336]
notice-body: Santiago, Huérfanos 1409, piso 4, se rematará el 9 de abril de 2026, a las 10:45 horas, vía plataforma de video conferencia Zoom, la propiedad ubicada en calle Padre Vives número cuatro mil seiscientos setenta y nueve, que corresponde al sitio número once de la manzana W, del plano respectivo, Comuna de Estación Central, Región Metropolitana. Mínimo subasta será la suma de 2.969,0144 Unidades de Fomento, equiva-	[808, 1742, 997, 1892]
notice-body: gado Civil Santiago, Huérfanos 1409, 5° piso, fecha 9 abril 2026 a las 10:30 horas, remátase departamento número mil ochocientos ocho del décimo octavo piso del 'Edificio Rey Juan Carlos', ubicado en calle Libertad número mil cuatrocientos sesenta y tres, comuna de Santiago, Región Metropolitana, de acuerdo al plano archivado con el número 647, 647-A a la N; y dueña además de derechos en proporción al valor de lo adquirido en unión de los otros adquirentes en los bienes comunes entre los cuales se encuentra el terreno. Inscrito a fojas 12461 Número 13250 del Registro de Propiedad del Conservador de Bienes Raíces de Santiago del año 2001. Mínimo posturas $ 82.680.322.- más $ 403.500 por concepto de costas. Remate se efectuará en forma presencial en dependencias del tribunal. Los interesados deberán constituir garantía suficiente equivalente al 10% del mínimo fijado para el remate mediante vale vista a la orden del tribunal, que deberá entregarse a la sra. Oficial primero, y enviar un correo electrónico a jcsantiago17@pjud.cl, indicando en el asunto 'remate Rol C-4614-2011', señalando sus datos personales, adjuntando comprobante legible de la garantía, copia de cédula de identidad, correo electrónico y número telefónico de contacto, todo ello antes de las 12:00 horas del día anterior al fijado para el remate. Para efectos ley 21.389 postores deberán señalar en su postura, si fuere pertinente, datos de la persona por quien se presentan para revisión en el registro. En caso que sea persona natural deberá constar con certificado emitido por el registro nacional de deudores de pensiones de alimentos. El precio de la compraventa se pagará dentro de quinto día hábil desde la subasta, al contado mediante depósito en cuenta corriente tribunal. El acta de remate se suscribirá mismo día subasta. Demás bases y antecedentes secretaria del tribunal 'Banco Estado De Chile Con Hurtado Gutiérrez Rossana Eugenia', Rol C-4614-2011.- La Secretaria.	[1204, 857, 1393, 1537]
notice-body: cio ejecutivo 'Banco Santander-Chile con Administración y Gestión Inmobiliaria SpA', Rol N° C-2967-2024. Secretaria.	[1204, 9, 1393, 59]
legal-notice	[412, 213, 601, 956]
legal-notice	[214, 1641, 402, 1931]
notice-body: @pjud.cl. Demás bases, tasación y antecedentes en expediente 'Ibañez', Rol V-303-2024.	[214, 9, 402, 47]
column-4	[606, 9, 804, 2043]
notice-title: REMATE OCTAVO JUZGADO CIVIL	[16, 931, 204, 943]
legal-notice	[1204, 845, 1393, 1538]
legal-notice	[610, 364, 799, 906]
column-3	[408, 9, 606, 1993]
notice-title: REMATE DÉCIMO SEXTO JUZGADO	[1204, 74, 1393, 86]
notice-body: Juzgado Civil de Santiago, Huérfanos 1409, 4° Piso, el día 23 de Abril de 2026, a las 09:45 horas, se rematará inmueble consistente en el Lote o Parcela N° 229, resultante de la subdivisión del predio agrícola denominado Reserva Cora número Seis del Proyecto de Parcelación Ranque, que forma parte del predio rústico de mayor extensión denominado Fundo Los Hornos, y respecto de los derechos proporcionales que a dicho parcela le corresponden en los bienes de uso común, de acuerdo al Reglamento de Orden Interno y Normas Comunes, preexisten el carácter de bienes de dominio común, esto es: Lote o Parcela N° 365, destinado a camino y/o vía de circulación y lotes o parcelas N°s. 48 y 49, destinado a obras de ornamento de la parcelación, más precisamente laguna artificial, de la Comuna de Paine, inscrito a fojas 1164V N° 1346, en el Registro de Propiedad del Conservador de Bienes Raíces de Buin, año 2022. Mínimo subasta será la suma de $ 17.674.609.-. Precio deberá ser pagado contado dentro de cinco días siguientes fecha subasta. Se hace presente que la subasta se realizará vía plataforma de video conferencia Zoom. Toda persona que desee participar en la subasta deberá rendir caución por el 10% del mínimo fijado, mediante vale vista tomado en cualquier banco de la plaza, a la orden del tribunal, con indicación del tomador para facilitar su devolución. El vale vista deberá ser presentado en la secretaría del tribunal el día precedente a la fecha fijada para la realización de la subasta, entre las 11:00 y 12:00 horas. No se admitirán vales vista fuera del horario señalado. Al momento de presentar el vale vista, el postor deberá informar un correo electrónico y un número telefónico válido a través de un acta predeterminada que será suscrita por el postor e incorporada a la Carpeta Electrónica por el Ministro de fe conjuntamente con una copia del Vale Vista. Se utilizará la plataforma Zoom, para lo cual se requiere de un computador o teléfono, en ambos casos, con cámara, micrófono y audio del mismo equipo y conexión a internet. Los postores deberán conectarse a la sesión con al menos 10 minutos de anticipación. Bases y antecedentes en los autos en jui-	[1006, 1197, 1195, 1953]
legal-notice	[412, 9, 601, 198]
notice-body: basta, deberán enviar un correo electrónico a jcsantiago13_remates@pjud.cl, indicando en el asunto 'Remate', con señalamiento del rol de la causa y la fecha de realización, a fin de coordinar su participación, vía zoom, y obtener información respecto al protocolo para la realización de la subasta y recibir el link con la invitación a la misma. Se hace presente que la subasta se realizará por videoconferencia, mediante la plataforma Zoom, para lo cual se requiere de un computador o teléfono, en ambos casos, con cámara, micrófono y audio del mismo equipo y conexión a internet, siendo carga de las partes y postores el tener a su disposición los elementos tecnológicos y de conexión. Todo interesado para presenciar y/o participar en el mismo, deberá coordinar al correo jcsantiago13_remates@pjud.cl. Demás bases y antecedentes autos Rol C-12021-2020, caratulado 'Banco de Crédito e Inversiones con Frez'. Ejecutivo. Secretaria.	[610, 9, 799, 349]
